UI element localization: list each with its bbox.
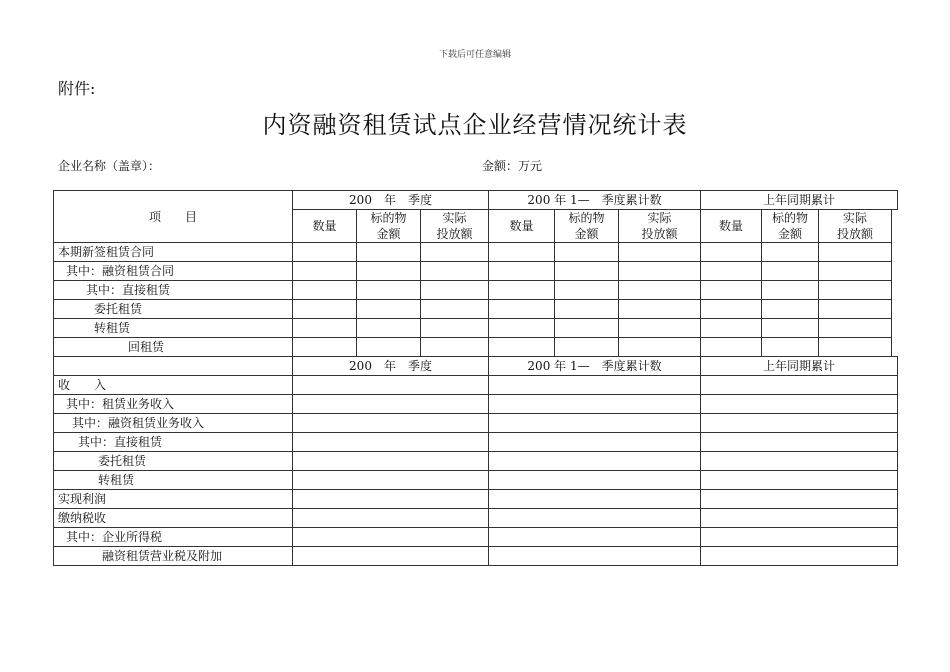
group-header-last-year: 上年同期累计 — [701, 357, 898, 376]
data-cell[interactable] — [489, 452, 701, 471]
data-cell[interactable] — [293, 338, 357, 357]
attachment-label: 附件: — [58, 79, 96, 98]
company-name-label: 企业名称（盖章）： — [58, 159, 161, 173]
row-label: 回租赁 — [54, 338, 293, 357]
data-cell[interactable] — [489, 433, 701, 452]
row-label: 实现利润 — [54, 490, 293, 509]
data-cell[interactable] — [701, 509, 898, 528]
sub-header-actual-investment: 实际 投放额 — [619, 210, 701, 243]
data-cell[interactable] — [762, 300, 819, 319]
data-cell[interactable] — [701, 300, 762, 319]
data-cell[interactable] — [555, 281, 619, 300]
row-label: 融资租赁营业税及附加 — [54, 547, 293, 566]
top-note: 下载后可任意编辑 — [438, 50, 511, 60]
blank-cell — [892, 319, 898, 338]
data-cell[interactable] — [421, 319, 489, 338]
data-cell[interactable] — [819, 338, 892, 357]
data-cell[interactable] — [701, 471, 898, 490]
group-header-cumulative: 200 年 1— 季度累计数 — [489, 357, 701, 376]
sub-header-quantity: 数量 — [293, 210, 357, 243]
data-cell[interactable] — [489, 300, 555, 319]
table-row — [54, 376, 898, 395]
data-cell[interactable] — [819, 262, 892, 281]
data-cell[interactable] — [293, 490, 489, 509]
data-cell[interactable] — [293, 376, 489, 395]
row-label: 其中：直接租赁 — [54, 281, 293, 300]
row-label: 其中：直接租赁 — [54, 433, 293, 452]
blank-cell — [892, 338, 898, 357]
sub-header-subject-amount: 标的物 金额 — [555, 210, 619, 243]
data-cell[interactable] — [701, 452, 898, 471]
row-label: 本期新签租赁合同 — [54, 243, 293, 262]
table-row — [54, 471, 898, 490]
data-cell[interactable] — [762, 281, 819, 300]
data-cell[interactable] — [489, 262, 555, 281]
data-cell[interactable] — [357, 338, 421, 357]
data-cell[interactable] — [701, 547, 898, 566]
data-cell[interactable] — [619, 262, 701, 281]
blank-cell — [892, 281, 898, 300]
row-label: 缴纳税收 — [54, 509, 293, 528]
blank-cell — [892, 243, 898, 262]
group-header-quarter: 200 年 季度 — [293, 191, 489, 210]
row-label: 委托租赁 — [54, 300, 293, 319]
data-cell[interactable] — [555, 319, 619, 338]
table-row — [54, 281, 898, 300]
data-cell[interactable] — [489, 243, 555, 262]
group-header-last-year: 上年同期累计 — [701, 191, 898, 210]
data-cell[interactable] — [762, 338, 819, 357]
table-row — [54, 452, 898, 471]
row-label: 委托租赁 — [54, 452, 293, 471]
data-cell[interactable] — [357, 262, 421, 281]
row-label: 其中：租赁业务收入 — [54, 395, 293, 414]
row-label: 收 入 — [54, 376, 293, 395]
sub-header-quantity: 数量 — [489, 210, 555, 243]
data-cell[interactable] — [293, 414, 489, 433]
row-label: 转租赁 — [54, 319, 293, 338]
item-header: 项 目 — [54, 191, 293, 243]
data-cell[interactable] — [293, 243, 357, 262]
data-cell[interactable] — [762, 243, 819, 262]
data-cell[interactable] — [619, 300, 701, 319]
data-cell[interactable] — [293, 262, 357, 281]
blank-cell — [892, 210, 898, 243]
data-cell[interactable] — [293, 281, 357, 300]
table-row — [54, 528, 898, 547]
row-label: 其中：融资租赁业务收入 — [54, 414, 293, 433]
blank-cell — [892, 262, 898, 281]
sub-header-subject-amount: 标的物 金额 — [762, 210, 819, 243]
data-cell[interactable] — [619, 281, 701, 300]
sub-header-subject-amount: 标的物 金额 — [357, 210, 421, 243]
data-cell[interactable] — [421, 262, 489, 281]
sub-header-quantity: 数量 — [701, 210, 762, 243]
table-row — [54, 490, 898, 509]
data-cell[interactable] — [701, 338, 762, 357]
statistics-table — [53, 190, 897, 566]
data-cell[interactable] — [701, 281, 762, 300]
data-cell[interactable] — [293, 433, 489, 452]
data-cell[interactable] — [357, 281, 421, 300]
data-cell[interactable] — [489, 338, 555, 357]
table-row — [54, 547, 898, 566]
amount-unit-label: 金额：万元 — [482, 159, 543, 173]
data-cell[interactable] — [701, 262, 762, 281]
data-cell[interactable] — [555, 262, 619, 281]
data-cell[interactable] — [293, 452, 489, 471]
data-cell[interactable] — [555, 243, 619, 262]
table-row — [54, 262, 898, 281]
blank-cell — [892, 300, 898, 319]
table-row — [54, 414, 898, 433]
row-label: 转租赁 — [54, 471, 293, 490]
data-cell[interactable] — [489, 395, 701, 414]
section2-header-row — [54, 357, 898, 376]
data-cell[interactable] — [819, 300, 892, 319]
data-cell[interactable] — [819, 281, 892, 300]
data-cell[interactable] — [489, 281, 555, 300]
table-row — [54, 509, 898, 528]
data-cell[interactable] — [555, 300, 619, 319]
data-cell[interactable] — [619, 338, 701, 357]
data-cell[interactable] — [293, 395, 489, 414]
empty-header-cell — [54, 357, 293, 376]
row-label: 其中：企业所得税 — [54, 528, 293, 547]
data-cell[interactable] — [701, 490, 898, 509]
data-cell[interactable] — [357, 319, 421, 338]
data-cell[interactable] — [293, 300, 357, 319]
data-cell[interactable] — [421, 281, 489, 300]
group-header-cumulative: 200 年 1— 季度累计数 — [489, 191, 701, 210]
data-cell[interactable] — [293, 528, 489, 547]
sub-header-actual-investment: 实际 投放额 — [421, 210, 489, 243]
data-cell[interactable] — [701, 376, 898, 395]
data-cell[interactable] — [293, 547, 489, 566]
data-cell[interactable] — [489, 414, 701, 433]
group-header-quarter: 200 年 季度 — [293, 357, 489, 376]
table-row — [54, 395, 898, 414]
row-label: 其中：融资租赁合同 — [54, 262, 293, 281]
data-cell[interactable] — [489, 319, 555, 338]
data-cell[interactable] — [357, 300, 421, 319]
page-title: 内资融资租赁试点企业经营情况统计表 — [262, 111, 688, 139]
table-row — [54, 300, 898, 319]
data-cell[interactable] — [489, 376, 701, 395]
data-cell[interactable] — [819, 243, 892, 262]
table-row — [54, 338, 898, 357]
data-cell[interactable] — [819, 319, 892, 338]
data-cell[interactable] — [619, 243, 701, 262]
data-cell[interactable] — [421, 300, 489, 319]
data-cell[interactable] — [421, 243, 489, 262]
data-cell[interactable] — [293, 319, 357, 338]
sub-header-actual-investment: 实际 投放额 — [819, 210, 892, 243]
data-cell[interactable] — [489, 490, 701, 509]
data-cell[interactable] — [489, 471, 701, 490]
data-cell[interactable] — [701, 414, 898, 433]
data-cell[interactable] — [762, 319, 819, 338]
data-cell[interactable] — [619, 319, 701, 338]
table-row — [54, 243, 898, 262]
data-cell[interactable] — [701, 243, 762, 262]
data-cell[interactable] — [357, 243, 421, 262]
section1-header-row — [54, 191, 898, 210]
data-cell[interactable] — [293, 509, 489, 528]
data-cell[interactable] — [489, 547, 701, 566]
data-cell[interactable] — [701, 319, 762, 338]
data-cell[interactable] — [489, 509, 701, 528]
data-cell[interactable] — [489, 528, 701, 547]
table-row — [54, 319, 898, 338]
table-row — [54, 433, 898, 452]
data-cell[interactable] — [293, 471, 489, 490]
data-cell[interactable] — [701, 528, 898, 547]
data-cell[interactable] — [762, 262, 819, 281]
data-cell[interactable] — [701, 395, 898, 414]
data-cell[interactable] — [701, 433, 898, 452]
data-cell[interactable] — [421, 338, 489, 357]
data-cell[interactable] — [555, 338, 619, 357]
